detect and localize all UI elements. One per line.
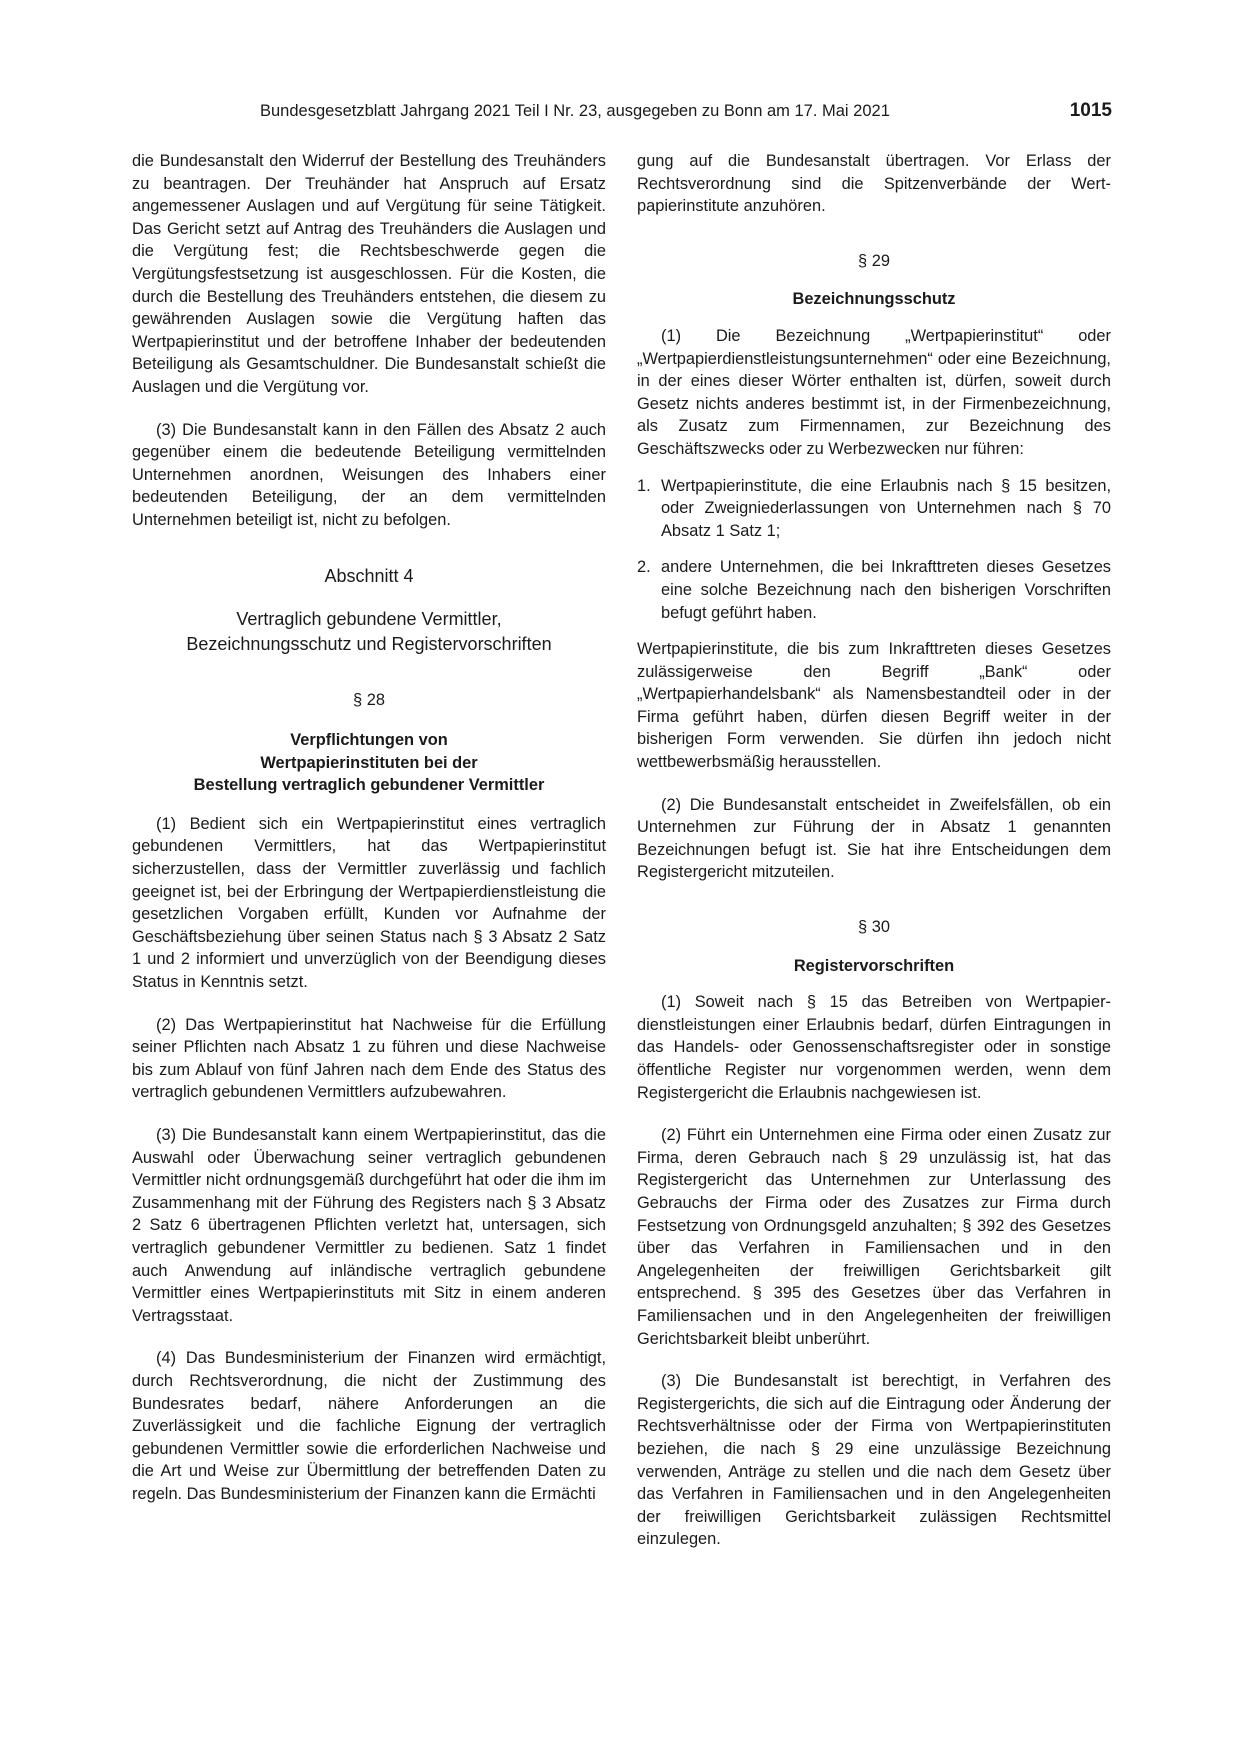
- section-title-line: Verpflichtungen von: [290, 731, 448, 750]
- section-number: § 30: [858, 918, 890, 937]
- paragraph: (2) Das Wertpapierinstitut hat Nachweise für die Erfüllung seiner Pflichten nach Absatz 1 zu führen und diese Nachweise bis zum Ablauf von fünf Jahren nach dem Ende des Status des vertraglich gebundenen Vermittlers aufzubewahren.: [132, 1015, 606, 1102]
- paragraph: (3) Die Bundesanstalt kann in den Fällen des Absatz 2 auch gegenüber einem die bedeutende Beteiligung vermittelnden Unternehmen anordnen, Weisungen des Inhabers einer bedeutenden Beteiligung, der an dem vermittelnden Unternehmen beteiligt ist, nicht zu befolgen.: [132, 420, 606, 529]
- list-item: [637, 475, 1111, 543]
- chapter-title-line: Bezeichnungsschutz und Registervorschriften: [186, 633, 552, 654]
- paragraph: (2) Führt ein Unternehmen eine Firma oder einen Zusatz zur Firma, deren Gebrauch nach § 29 unzulässig ist, hat das Registergericht das Unternehmen zur Unterlassung des Gebrauchs der Firma oder des Zusatzes zur Firma durch Festsetzung von Ordnungsgeld anzuhalten; § 392 des Gesetzes über das Verfahren in Familiensachen und in den Angelegenheiten der freiwilligen Gerichtsbarkeit gilt entsprechend. § 395 des Gesetzes über das Verfahren in Familiensachen und in den Angelegenheiten der freiwilligen Gerichtsbarkeit bleibt unberührt.: [637, 1126, 1111, 1348]
- section-title-line: Bestellung vertraglich gebundener Vermittler: [193, 776, 545, 795]
- paragraph: (3) Die Bundesanstalt ist berechtigt, in Verfahren des Registergerichts, die sich auf die Eintragung oder Änderung der Rechtsverhältnisse oder der Firma von Wertpapierinstituten beziehen, die nach § 29 eine unzulässige Bezeichnung verwenden, Anträge zu stellen und die nach dem Gesetz über das Verfahren in Familiensachen und in den Angelegenheiten der freiwilligen Gerichtsbarkeit zulässigen Rechtsmittel einzulegen.: [637, 1372, 1111, 1549]
- list-number: 2.: [637, 558, 651, 577]
- paragraph: (1) Bedient sich ein Wertpapierinstitut eines vertraglich gebundenen Vermittlers, hat das Wertpapierinstitut sicherzustellen, dass der Vermittler zuverlässig und fachlich geeignet ist, bei der Erbringung der Wertpapierdienstleistung die gesetzlichen Vorgaben erfüllt, Kunden vor Aufnahme der Geschäftsbeziehung über seinen Status nach § 3 Absatz 2 Satz 1 und 2 informiert und unverzüglich von der Beendigung dieses Status in Kenntnis setzt.: [132, 814, 606, 992]
- section-number: § 28: [353, 690, 385, 709]
- page-header: [132, 100, 1112, 130]
- paragraph: (4) Das Bundesministerium der Finanzen wird ermächtigt, durch Rechtsverordnung, die nicht der Zustimmung des Bundesrates bedarf, nähere Anforderungen an die Zuverlässigkeit und die fachliche Eignung der vertraglich gebundenen Vermittler sowie die erforderlichen Nachweise und die Art und Weise zur Übermittlung der betreffenden Daten zu regeln. Das Bundesministerium der Finanzen kann die Ermächti: [132, 1349, 606, 1503]
- section-number: § 29: [858, 251, 890, 270]
- chapter-label: Abschnitt 4: [324, 565, 414, 586]
- gazette-header: Bundesgesetzblatt Jahrgang 2021 Teil I Nr. 23, ausgegeben zu Bonn am 17. Mai 2021: [260, 102, 890, 120]
- paragraph: (1) Die Bezeichnung „Wertpapierinstitut“ oder „Wertpapierdienstleistungsunternehmen“ oder eine Bezeichnung, in der eines dieser Wörter enthalten ist, dürfen, soweit durch Gesetz nichts anderes bestimmt ist, in der Firmenbezeichnung, als Zusatz zum Firmennamen, zur Bezeichnung des Geschäftszwecks oder zu Werbezwecken nur führen:: [637, 326, 1111, 458]
- paragraph: (3) Die Bundesanstalt kann einem Wertpapierinstitut, das die Auswahl oder Überwachung seiner vertraglich gebundenen Vermittler nicht ordnungsgemäß durchgeführt hat oder die ihm im Zusammenhang mit der Führung des Registers nach § 3 Absatz 2 Satz 6 übertragenen Pflichten verletzt hat, untersagen, sich vertraglich gebundener Vermittler zu bedienen. Satz 1 findet auch Anwendung auf inländische vertraglich gebundene Vermittler eines Wertpapierinstituts mit Sitz in einem anderen Vertragsstaat.: [132, 1126, 606, 1325]
- left-column: [132, 150, 606, 1506]
- section-title-line: Wertpapierinstituten bei der: [260, 753, 478, 772]
- list-item: [637, 556, 1111, 624]
- paragraph: (2) Die Bundesanstalt entscheidet in Zweifelsfällen, ob ein Unternehmen zur Führung der in Absatz 1 genannten Bezeichnungen befugt ist. Sie hat ihre Entscheidungen dem Registergericht mitzuteilen.: [637, 795, 1111, 882]
- page-number: 1015: [1069, 100, 1112, 121]
- paragraph: Wertpapierinstitute, die bis zum Inkrafttreten dieses Gesetzes zulässigerweise den Begriff „Bank“ oder „Wertpapierhandelsbank“ als Namensbestandteil oder in der Firma geführt haben, dürfen diesen Begriff weiter in der bisherigen Form verwenden. Sie dürfen ihn jedoch nicht wettbewerbsmäßig herausstellen.: [637, 640, 1111, 772]
- section-title: Bezeichnungsschutz: [792, 290, 956, 309]
- chapter-title-line: Vertraglich gebundene Vermittler,: [236, 608, 502, 629]
- paragraph: gung auf die Bundesanstalt übertragen. Vor Erlass der Rechtsverordnung sind die Spitzenverbände der Wertpapierinstitute anzuhören.: [637, 152, 1111, 216]
- list-text: Wertpapierinstitute, die eine Erlaubnis nach § 15 besitzen, oder Zweigniederlassungen von Unternehmen nach § 70 Absatz 1 Satz 1;: [661, 476, 1111, 540]
- paragraph: (1) Soweit nach § 15 das Betreiben von Wertpapierdienstleistungen einer Erlaubnis bedarf, dürfen Eintragungen in das Handels- oder Genossenschaftsregister oder in sonstige öffentliche Register nur vorgenommen werden, wenn dem Registergericht die Erlaubnis nachgewiesen ist.: [637, 993, 1111, 1102]
- right-column: [637, 150, 1111, 1551]
- section-title: Registervorschriften: [793, 956, 955, 975]
- list-number: 1.: [637, 476, 651, 495]
- list-text: andere Unternehmen, die bei Inkrafttreten dieses Gesetzes eine solche Bezeichnung nach den bisherigen Vorschriften befugt geführt haben.: [661, 558, 1111, 622]
- paragraph: die Bundesanstalt den Widerruf der Bestellung des Treuhänders zu beantragen. Der Treuhänder hat Anspruch auf Ersatz angemessener Auslagen und auf Vergütung für seine Tätigkeit. Das Gericht setzt auf Antrag des Treuhänders die Auslagen und die Vergütung fest; die Rechtsbeschwerde gegen die Vergütungsfestsetzung ist ausgeschlossen. Für die Kosten, die durch die Bestellung des Treuhänders entstehen, die diesem zu gewährenden Auslagen sowie die Vergütung haften das Wertpapierinstitut und der betroffene Inhaber der bedeutenden Beteiligung als Gesamtschuldner. Die Bundesanstalt schießt die Auslagen und die Vergütung vor.: [132, 152, 606, 396]
